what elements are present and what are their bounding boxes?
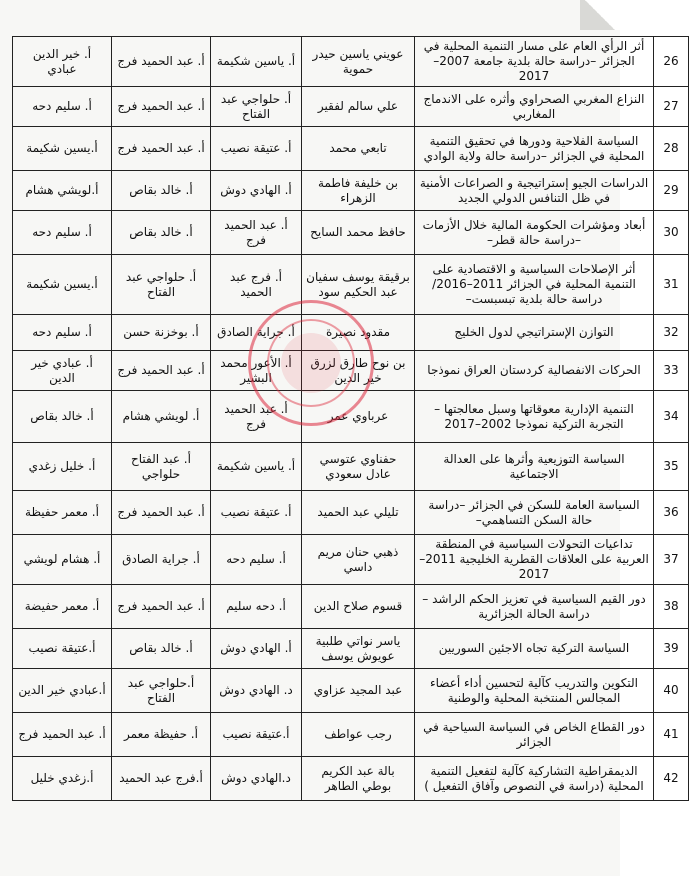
table-row (13, 351, 689, 391)
thesis-title: التوازن الإستراتيجي لدول الخليج (415, 315, 654, 351)
thesis-title: السياسة الفلاحية ودورها في تحقيق التنمية المحلية في الجزائر –دراسة حالة ولاية الوادي (415, 127, 654, 171)
row-number: 26 (654, 37, 689, 87)
row-number: 27 (654, 87, 689, 127)
table-row (13, 171, 689, 211)
student-names: حافظ محمد السايح (302, 211, 415, 255)
examiner-1: أ. عبد الحميد فرج (112, 491, 211, 535)
table-row (13, 37, 689, 87)
examiner-1: أ. خالد بقاص (112, 211, 211, 255)
supervisor: أ. ياسين شكيمة (211, 443, 302, 491)
student-names: ياسر نواتي طلبية عويوش يوسف (302, 629, 415, 669)
supervisor: د.الهادي دوش (211, 757, 302, 801)
supervisor: أ. عتيقة نصيب (211, 127, 302, 171)
student-names: قسوم صلاح الدين (302, 585, 415, 629)
supervisor: أ. فرج عبد الحميد (211, 255, 302, 315)
supervisor: أ. حلواجي عبد الفتاح (211, 87, 302, 127)
examiner-2: أ. خليل زغدي (13, 443, 112, 491)
student-names: حفناوي عتوسي عادل سعودي (302, 443, 415, 491)
student-names: بن نوح طارق لزرق خير الدين (302, 351, 415, 391)
table-row (13, 315, 689, 351)
row-number: 38 (654, 585, 689, 629)
table-row (13, 87, 689, 127)
table-row (13, 669, 689, 713)
row-number: 41 (654, 713, 689, 757)
student-names: رجب عواطف (302, 713, 415, 757)
examiner-2: أ. عبد الحميد فرج (13, 713, 112, 757)
examiner-2: أ.يسين شكيمة (13, 127, 112, 171)
examiner-2: أ.لويشي هشام (13, 171, 112, 211)
table-body (13, 37, 689, 801)
table-row (13, 491, 689, 535)
examiner-2: أ. خير الدين عبادي (13, 37, 112, 87)
examiner-2: أ. هشام لويشي (13, 535, 112, 585)
thesis-title: الحركات الانفصالية كردستان العراق نموذجا (415, 351, 654, 391)
student-names: تابعي محمد (302, 127, 415, 171)
examiner-2: أ. عبادي خير الدين (13, 351, 112, 391)
thesis-title: دور القيم السياسية في تعزيز الحكم الراشد – دراسة الحالة الجزائرية (415, 585, 654, 629)
row-number: 39 (654, 629, 689, 669)
examiner-1: أ. عبد الحميد فرج (112, 37, 211, 87)
examiner-1: أ. حفيظة معمر (112, 713, 211, 757)
supervisor: أ. سليم دحه (211, 535, 302, 585)
thesis-title: تداعيات التحولات السياسية في المنطقة العربية على العلاقات القطرية الخليجية 2011–2017 (415, 535, 654, 585)
student-names: عبد المجيد عزاوي (302, 669, 415, 713)
thesis-title: الديمقراطية التشاركية كآلية لتفعيل التنمية المحلية (دراسة في النصوص وآفاق التفعيل ) (415, 757, 654, 801)
thesis-title: السياسة التوزيعية وأثرها على العدالة الاجتماعية (415, 443, 654, 491)
examiner-1: أ. عبد الفتاح حلواجي (112, 443, 211, 491)
row-number: 42 (654, 757, 689, 801)
supervisor: أ. عبد الحميد فرج (211, 211, 302, 255)
student-names: عرباوي عمر (302, 391, 415, 443)
row-number: 30 (654, 211, 689, 255)
examiner-2: أ. معمر حفيظة (13, 491, 112, 535)
examiner-1: أ. خالد بقاص (112, 171, 211, 211)
row-number: 28 (654, 127, 689, 171)
supervisor: أ. الهادي دوش (211, 171, 302, 211)
thesis-title: أبعاد ومؤشرات الحكومة المالية خلال الأزمات –دراسة حالة قطر– (415, 211, 654, 255)
examiner-2: أ.زغدي خليل (13, 757, 112, 801)
table-row (13, 535, 689, 585)
supervisor: أ. عبد الحميد فرج (211, 391, 302, 443)
thesis-title: التكوين والتدريب كآلية لتحسين أداء أعضاء المجالس المنتخبة المحلية والوطنية (415, 669, 654, 713)
table-row (13, 629, 689, 669)
student-names: علي سالم لفقير (302, 87, 415, 127)
thesis-table (12, 36, 689, 801)
supervisor: أ. الهادي دوش (211, 629, 302, 669)
examiner-2: أ.عبادي خير الدين (13, 669, 112, 713)
row-number: 37 (654, 535, 689, 585)
supervisor: د. الهادي دوش (211, 669, 302, 713)
row-number: 34 (654, 391, 689, 443)
examiner-1: أ.فرج عبد الحميد (112, 757, 211, 801)
examiner-2: أ. سليم دحه (13, 211, 112, 255)
examiner-1: أ. بوخزنة حسن (112, 315, 211, 351)
supervisor: أ.عتيقة نصيب (211, 713, 302, 757)
page-fold-corner (580, 0, 620, 30)
examiner-1: أ. عبد الحميد فرج (112, 87, 211, 127)
examiner-1: أ.حلواجي عبد الفتاح (112, 669, 211, 713)
thesis-title: الدراسات الجيو إستراتيجية و الصراعات الأمنية في ظل التنافس الدولي الجديد (415, 171, 654, 211)
examiner-1: أ. حلواجي عبد الفتاح (112, 255, 211, 315)
row-number: 33 (654, 351, 689, 391)
student-names: تليلي عبد الحميد (302, 491, 415, 535)
examiner-1: أ. عبد الحميد فرج (112, 127, 211, 171)
table-row (13, 713, 689, 757)
thesis-title: التنمية الإدارية معوقاتها وسبل معالجتها – التجربة التركية نموذجا 2002–2017 (415, 391, 654, 443)
thesis-title: السياسة التركية تجاه الاجئين السوريين (415, 629, 654, 669)
supervisor: أ. الأعور محمد البشير (211, 351, 302, 391)
row-number: 36 (654, 491, 689, 535)
table-row (13, 391, 689, 443)
row-number: 35 (654, 443, 689, 491)
examiner-2: أ. معمر حفيضة (13, 585, 112, 629)
examiner-2: أ.عتيقة نصيب (13, 629, 112, 669)
examiner-2: أ. سليم دحه (13, 87, 112, 127)
thesis-title: النزاع المغربي الصحراوي وأثره على الاندماج المغاربي (415, 87, 654, 127)
examiner-1: أ. خالد بقاص (112, 629, 211, 669)
examiner-2: أ.يسين شكيمة (13, 255, 112, 315)
table-row (13, 585, 689, 629)
table-row (13, 127, 689, 171)
examiner-2: أ. خالد بقاص (13, 391, 112, 443)
row-number: 32 (654, 315, 689, 351)
table-row (13, 211, 689, 255)
table-row (13, 255, 689, 315)
thesis-title: دور القطاع الخاص في السياسة السياحية في الجزائر (415, 713, 654, 757)
examiner-1: أ. جراية الصادق (112, 535, 211, 585)
row-number: 29 (654, 171, 689, 211)
examiner-1: أ. عبد الحميد فرج (112, 585, 211, 629)
table-row (13, 757, 689, 801)
student-names: بن خليفة فاطمة الزهراء (302, 171, 415, 211)
supervisor: أ. جراية الصادق (211, 315, 302, 351)
supervisor: أ. دحه سليم (211, 585, 302, 629)
row-number: 31 (654, 255, 689, 315)
student-names: ذهبي حنان مريم داسي (302, 535, 415, 585)
examiner-1: أ. لويشي هشام (112, 391, 211, 443)
supervisor: أ. عتيقة نصيب (211, 491, 302, 535)
student-names: مقدود نصيرة (302, 315, 415, 351)
row-number: 40 (654, 669, 689, 713)
student-names: بالة عبد الكريم بوطي الطاهر (302, 757, 415, 801)
student-names: برقيقة يوسف سفيان عبد الحكيم سود (302, 255, 415, 315)
supervisor: أ. ياسين شكيمة (211, 37, 302, 87)
examiner-1: أ. عبد الحميد فرج (112, 351, 211, 391)
thesis-title: أثر الإصلاحات السياسية و الاقتصادية على التنمية المحلية في الجزائر 2011–2016/ دراسة حالة بلدية تبسبست– (415, 255, 654, 315)
examiner-2: أ. سليم دحه (13, 315, 112, 351)
thesis-title: السياسة العامة للسكن في الجزائر –دراسة حالة السكن التساهمي– (415, 491, 654, 535)
thesis-title: أثر الرأي العام على مسار التنمية المحلية في الجزائر –دراسة حالة بلدية جامعة 2007–2017 (415, 37, 654, 87)
table-row (13, 443, 689, 491)
student-names: عويني ياسين حيدر حموية (302, 37, 415, 87)
